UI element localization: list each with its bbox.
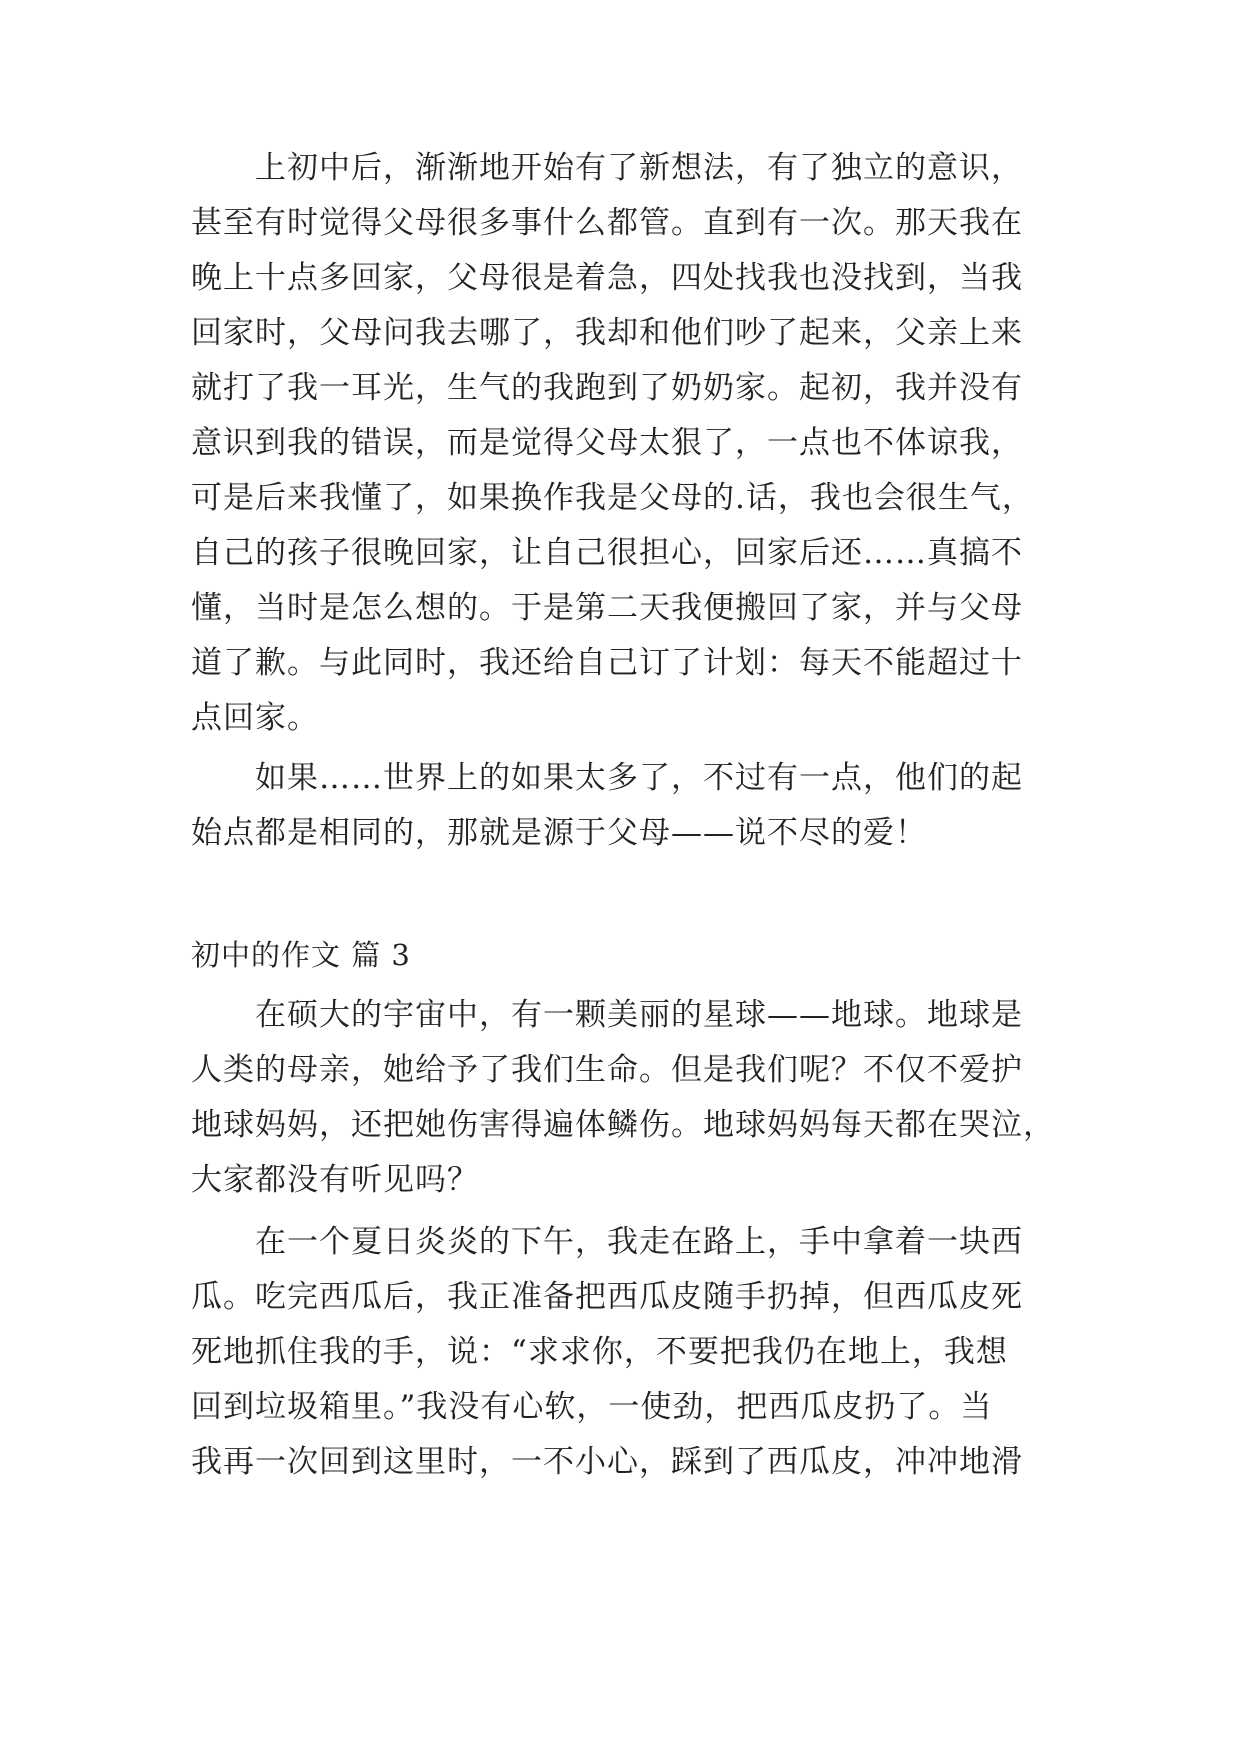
paragraph-line: 意识到我的错误，而是觉得父母太狠了，一点也不体谅我， xyxy=(191,425,1023,461)
paragraph-line: 懂，当时是怎么想的。于是第二天我便搬回了家，并与父母 xyxy=(191,590,1023,626)
paragraph-line: 我再一次回到这里时，一不小心，踩到了西瓜皮，冲冲地滑 xyxy=(191,1444,1023,1480)
paragraph-line: 上初中后，渐渐地开始有了新想法，有了独立的意识， xyxy=(255,150,1023,186)
paragraph-line: 在一个夏日炎炎的下午，我走在路上，手中拿着一块西 xyxy=(255,1224,1023,1260)
paragraph-line: 自己的孩子很晚回家，让自己很担心，回家后还……真搞不 xyxy=(191,535,1023,571)
paragraph-line: 道了歉。与此同时，我还给自己订了计划：每天不能超过十 xyxy=(191,645,1023,681)
paragraph-line: 在硕大的宇宙中，有一颗美丽的星球——地球。地球是 xyxy=(255,997,1023,1033)
paragraph-line: 大家都没有听见吗？ xyxy=(191,1162,479,1198)
paragraph-line: 可是后来我懂了，如果换作我是父母的.话，我也会很生气， xyxy=(191,480,1034,516)
paragraph-line: 如果……世界上的如果太多了，不过有一点，他们的起 xyxy=(255,760,1023,796)
paragraph-line: 就打了我一耳光，生气的我跑到了奶奶家。起初，我并没有 xyxy=(191,370,1023,406)
paragraph-line: 地球妈妈，还把她伤害得遍体鳞伤。地球妈妈每天都在哭泣， xyxy=(191,1107,1055,1143)
section-heading: 初中的作文 篇 3 xyxy=(191,938,411,972)
paragraph-line: 死地抓住我的手，说：“求求你，不要把我仍在地上，我想 xyxy=(191,1334,1008,1370)
paragraph-line: 晚上十点多回家，父母很是着急，四处找我也没找到，当我 xyxy=(191,260,1023,296)
paragraph-line: 回家时，父母问我去哪了，我却和他们吵了起来，父亲上来 xyxy=(191,315,1023,351)
paragraph-line: 回到垃圾箱里。”我没有心软，一使劲，把西瓜皮扔了。当 xyxy=(191,1389,993,1425)
paragraph-line: 甚至有时觉得父母很多事什么都管。直到有一次。那天我在 xyxy=(191,205,1023,241)
paragraph-line: 人类的母亲，她给予了我们生命。但是我们呢？不仅不爱护 xyxy=(191,1052,1023,1088)
paragraph-line: 瓜。吃完西瓜后，我正准备把西瓜皮随手扔掉，但西瓜皮死 xyxy=(191,1279,1023,1315)
paragraph-line: 始点都是相同的，那就是源于父母——说不尽的爱！ xyxy=(191,815,927,851)
paragraph-line: 点回家。 xyxy=(191,700,319,736)
